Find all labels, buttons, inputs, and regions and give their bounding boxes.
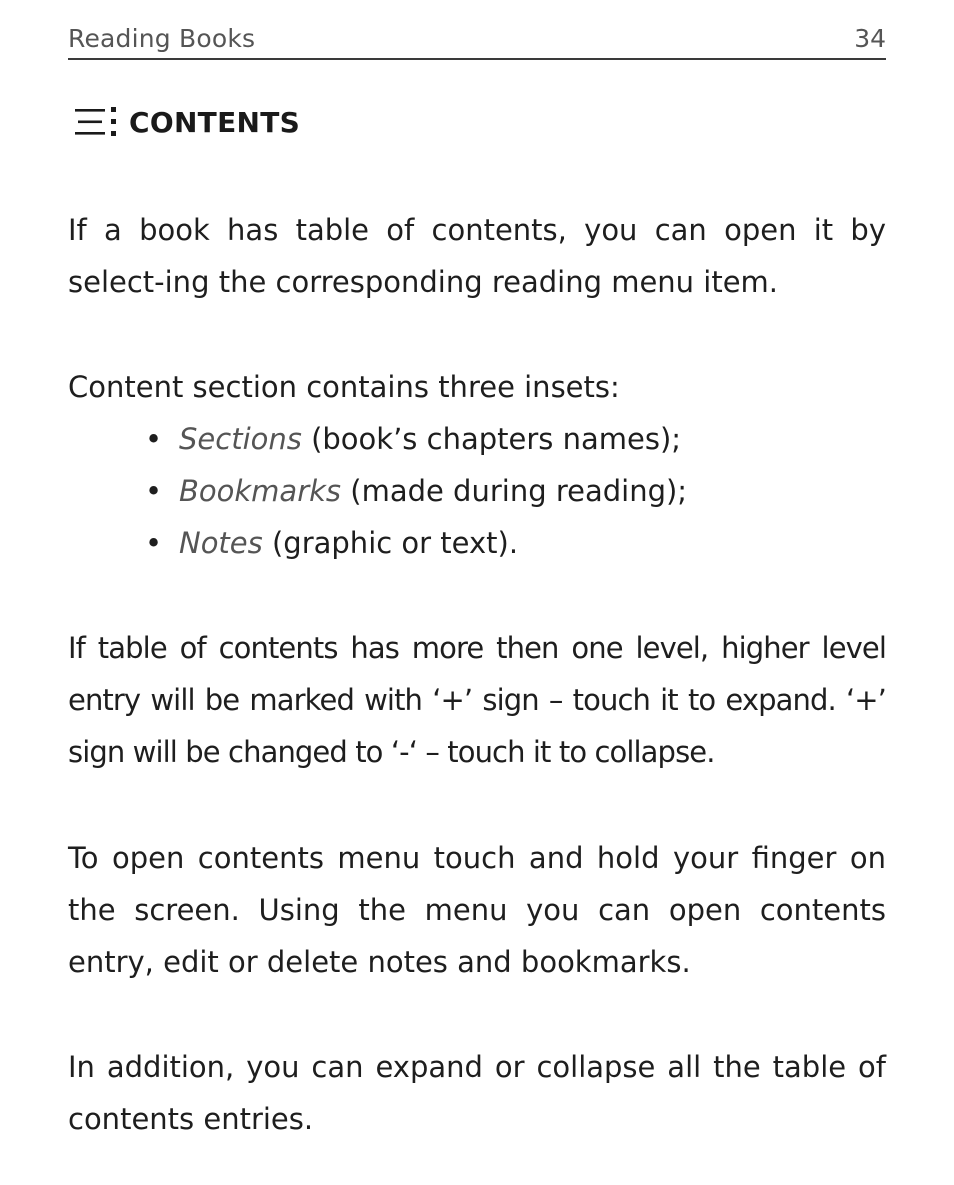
inset-description: (book’s chapters names); — [301, 422, 682, 456]
insets-list — [145, 413, 687, 569]
section-title: CONTENTS — [129, 105, 301, 139]
levels-paragraph: If table of contents has more then one level, higher level entry will be marked with ‘+’ sign – touch it to expand. ‘+’ sign will be changed to ‘-‘ – touch it to collapse. — [68, 631, 886, 769]
list-item — [145, 465, 687, 517]
section-heading — [74, 100, 300, 144]
header-title: Reading Books — [68, 24, 256, 53]
list-item — [145, 517, 687, 569]
insets-lead-paragraph: Content section contains three insets: — [68, 370, 620, 404]
inset-term: Notes — [179, 526, 263, 560]
bullet: • — [145, 526, 163, 560]
list-item — [145, 413, 687, 465]
contents-menu-icon — [74, 105, 120, 139]
running-header — [68, 22, 886, 60]
addition-paragraph: In addition, you can expand or collapse all the table of contents entries. — [68, 1050, 886, 1136]
page-number: 34 — [854, 24, 886, 53]
inset-description: (made during reading); — [341, 474, 688, 508]
inset-term: Bookmarks — [179, 474, 342, 508]
menu-paragraph: To open contents menu touch and hold your finger on the screen. Using the menu you can open contents entry, edit or delete notes and bookmarks. — [68, 841, 886, 979]
intro-paragraph: If a book has table of contents, you can open it by select-ing the corresponding reading menu item. — [68, 213, 886, 299]
inset-description: (graphic or text). — [262, 526, 519, 560]
bullet: • — [145, 422, 163, 456]
inset-term: Sections — [179, 422, 302, 456]
bullet: • — [145, 474, 163, 508]
